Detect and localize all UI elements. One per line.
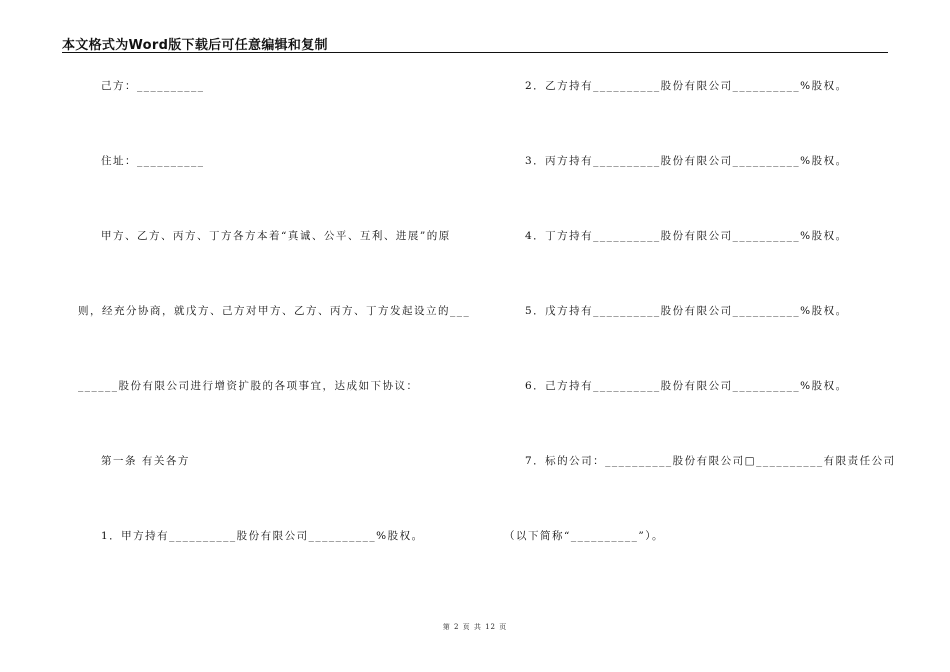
clause-4-ding: 4．丁方持有__________股份有限公司__________%股权。 xyxy=(525,230,848,242)
clause-2-yi: 2．乙方持有__________股份有限公司__________%股权。 xyxy=(525,80,848,92)
page-number-footer: 第 2 页 共 12 页 xyxy=(442,623,508,631)
preamble-line-3: ______股份有限公司进行增资扩股的各项事宜，达成如下协议： xyxy=(78,380,419,392)
party-ji-name-line: 己方：__________ xyxy=(101,80,205,92)
clause-5-wu: 5．戊方持有__________股份有限公司__________%股权。 xyxy=(525,305,848,317)
clause-7-target-company: 7．标的公司：__________股份有限公司□__________有限责任公司 xyxy=(525,455,896,467)
address-line: 住址：__________ xyxy=(101,155,205,167)
header-divider xyxy=(62,52,888,53)
preamble-line-2: 则，经充分协商，就戊方、己方对甲方、乙方、丙方、丁方发起设立的___ xyxy=(78,305,471,317)
clause-1-jia: 1．甲方持有__________股份有限公司__________%股权。 xyxy=(101,530,424,542)
document-header-title: 本文格式为Word版下载后可任意编辑和复制 xyxy=(62,38,328,53)
preamble-line-1: 甲方、乙方、丙方、丁方各方本着“真诚、公平、互利、进展”的原 xyxy=(101,230,451,242)
abbreviation-line: （以下简称“__________”）。 xyxy=(504,530,664,542)
article-one-heading: 第一条 有关各方 xyxy=(101,455,190,467)
clause-3-bing: 3．丙方持有__________股份有限公司__________%股权。 xyxy=(525,155,848,167)
clause-6-ji: 6．己方持有__________股份有限公司__________%股权。 xyxy=(525,380,848,392)
